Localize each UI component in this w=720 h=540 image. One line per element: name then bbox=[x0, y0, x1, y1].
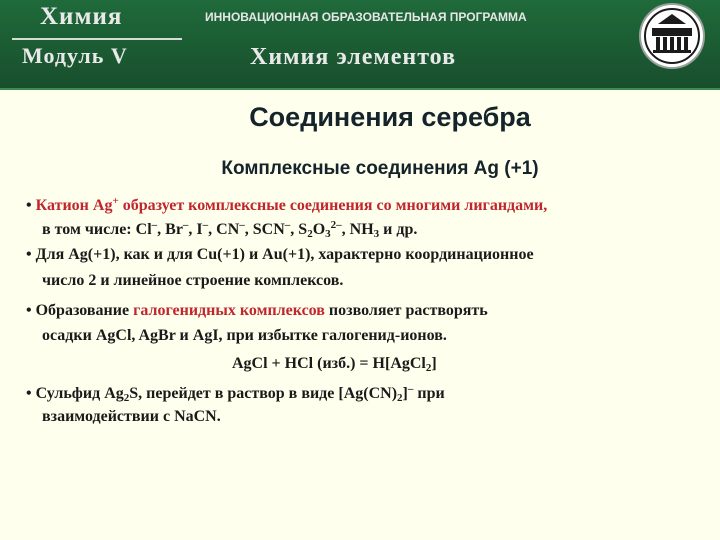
charge: – bbox=[239, 219, 245, 231]
bullet-3-text-end: позволяет растворять bbox=[328, 302, 488, 319]
bracket: ] bbox=[402, 385, 408, 402]
header-banner bbox=[0, 0, 720, 88]
course-title: Химия bbox=[40, 3, 123, 30]
equation-text: AgCl + HCl (изб.) = H[AgCl bbox=[232, 355, 426, 372]
subscript: 2 bbox=[425, 362, 432, 374]
charge: – bbox=[284, 219, 291, 231]
subscript: 3 bbox=[373, 228, 380, 240]
bullet-dot: • bbox=[26, 385, 32, 402]
subscript: 2 bbox=[307, 228, 313, 240]
ligand-nh3: , NH bbox=[341, 221, 374, 238]
bullet-2-line-1 bbox=[26, 246, 534, 264]
bracket: ] bbox=[431, 355, 437, 372]
charge: – bbox=[202, 219, 209, 231]
program-title: ИННОВАЦИОННАЯ ОБРАЗОВАТЕЛЬНАЯ ПРОГРАММА bbox=[205, 10, 527, 24]
bullet-3-text: Образование bbox=[35, 302, 130, 319]
bullet-1-line-2 bbox=[42, 219, 417, 240]
bullet-dot: • bbox=[26, 246, 32, 263]
bullet-2-text-cont: число 2 и линейное строение комплексов. bbox=[42, 272, 344, 289]
university-logo bbox=[638, 2, 706, 70]
bullet-4-text-end: при bbox=[413, 385, 445, 402]
subscript: 3 bbox=[325, 228, 331, 240]
bullet-3-line-2 bbox=[42, 327, 447, 345]
ligand-cn: , CN bbox=[208, 221, 240, 238]
bullet-dot: • bbox=[26, 302, 32, 319]
ligand-i: , I bbox=[188, 221, 203, 238]
oxygen: O bbox=[312, 221, 326, 238]
bullet-2-line-2 bbox=[42, 272, 343, 290]
halide-complexes-highlight: галогенидных комплексов bbox=[133, 302, 325, 319]
cation-charge: + bbox=[112, 195, 119, 207]
bullet-1-text: образует комплексные соединения со многими лигандами, bbox=[122, 197, 548, 214]
bullet-1-line-1 bbox=[26, 195, 547, 215]
bullet-dot: • bbox=[26, 197, 32, 214]
section-title: Химия элементов bbox=[250, 44, 457, 70]
charge: – bbox=[407, 383, 414, 395]
charge: 2– bbox=[330, 219, 342, 231]
bullet-4-line-1 bbox=[26, 383, 445, 404]
slide-title: Соединения серебра bbox=[249, 102, 531, 132]
header-divider bbox=[12, 38, 182, 40]
bullet-4-text-mid: S, перейдет в раствор в виде [Ag(CN) bbox=[129, 385, 398, 402]
ligand-br: , Br bbox=[157, 221, 183, 238]
ligand-scn: , SCN bbox=[244, 221, 285, 238]
ligand-cl: в том числе: Cl bbox=[42, 221, 152, 238]
charge: – bbox=[151, 219, 158, 231]
header-bottom-line bbox=[0, 88, 720, 90]
bullet-4-text-cont: взаимодействии с NaCN. bbox=[42, 408, 221, 425]
ligand-s2o3: , S bbox=[290, 221, 308, 238]
subscript: 2 bbox=[397, 392, 403, 404]
subscript: 2 bbox=[123, 392, 130, 404]
bullet-4-line-2 bbox=[42, 408, 221, 426]
bullet-3-text-cont: осадки AgCl, AgBr и AgI, при избытке галогенид-ионов. bbox=[42, 327, 447, 344]
charge: – bbox=[182, 219, 189, 231]
reaction-equation bbox=[232, 355, 437, 374]
bullet-2-text: Для Ag(+1), как и для Cu(+1) и Au(+1), характерно координационное bbox=[35, 246, 534, 263]
slide-subtitle: Комплексные соединения Ag (+1) bbox=[221, 158, 539, 179]
bullet-4-text: Сульфид Ag bbox=[35, 385, 124, 402]
etc-text: и др. bbox=[379, 221, 418, 238]
cation-text: Катион Ag bbox=[35, 197, 113, 214]
module-title: Модуль V bbox=[22, 43, 128, 68]
bullet-3-line-1 bbox=[26, 302, 488, 320]
